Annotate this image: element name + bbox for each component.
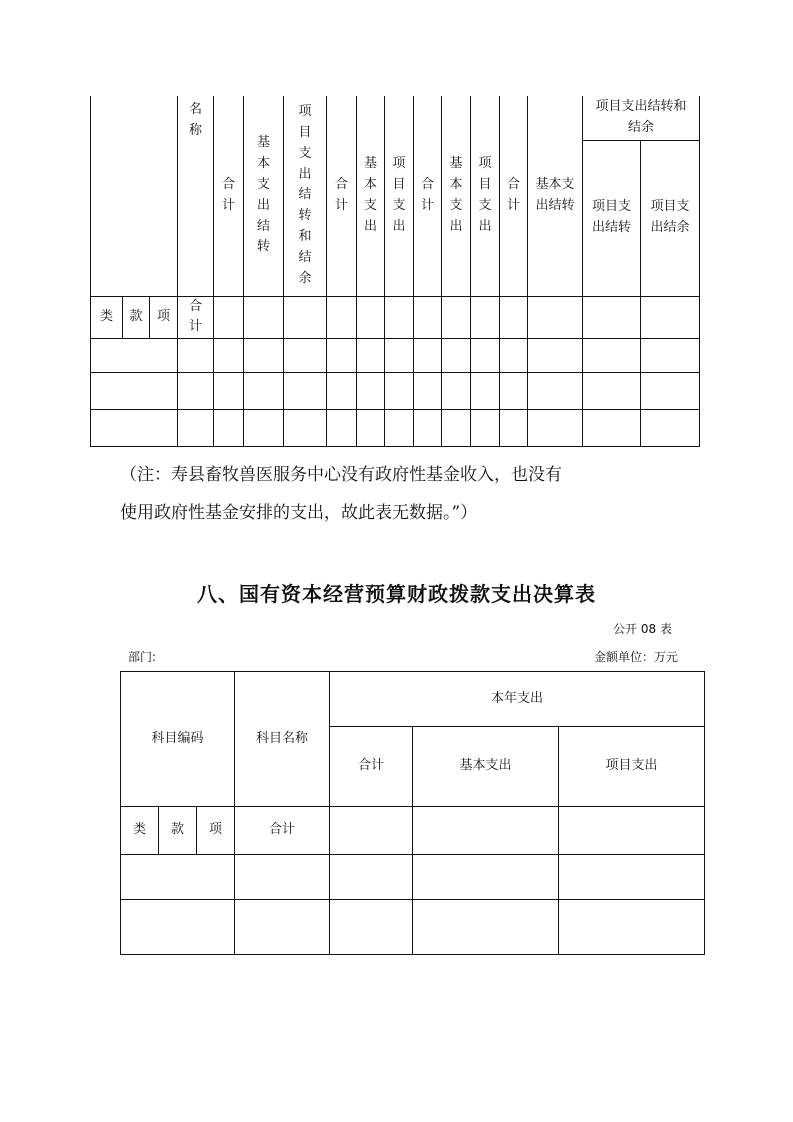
- basic-carry-header: 基本支出结转: [244, 96, 284, 296]
- table-row: [121, 855, 705, 900]
- basic-header-3: 基本支出: [442, 96, 471, 296]
- project-header-3: 项目支出: [471, 96, 500, 296]
- project-carry-balance-header: 项目支出结转和结余: [284, 96, 327, 296]
- xiang-cell: 项: [150, 296, 178, 339]
- kuan-cell: 款: [159, 807, 197, 855]
- state-capital-expense-table: [120, 671, 705, 955]
- total-cell: 合计: [178, 296, 214, 339]
- basic-header-2: 基本支出: [357, 96, 385, 296]
- carry-balance-group-header: 项目支出结转和结余: [583, 96, 700, 140]
- code-row: [121, 807, 705, 855]
- fund-expense-table: [90, 96, 700, 447]
- table-row: [91, 410, 700, 447]
- project-balance-header-4: 项目支出结余: [641, 140, 700, 296]
- total-header-2: 合计: [327, 96, 357, 296]
- note-line-1: （注：寿县畜牧兽医服务中心没有政府性基金收入，也没有: [120, 465, 562, 485]
- section-title: 八、国有资本经营预算财政拨款支出决算表: [197, 582, 596, 606]
- unit-label: 金额单位：万元: [593, 650, 678, 664]
- department-label: 部门:: [128, 650, 157, 664]
- name-header-cell: 名称: [178, 96, 214, 296]
- lei-cell: 类: [121, 807, 159, 855]
- table-row: [91, 373, 700, 410]
- subject-name-header: 科目名称: [235, 672, 330, 807]
- kuan-cell: 款: [123, 296, 150, 339]
- basic-expense-header: 基本支出: [413, 727, 559, 807]
- project-carry-header-4: 项目支出结转: [583, 140, 641, 296]
- note: [120, 456, 720, 532]
- total-header-3: 合计: [414, 96, 442, 296]
- form-number: 公开 08 表: [613, 622, 672, 636]
- project-expense-header: 项目支出: [559, 727, 705, 807]
- current-year-expense-header: 本年支出: [330, 672, 705, 727]
- xiang-cell: 项: [197, 807, 235, 855]
- table-row: [91, 339, 700, 373]
- project-header-2: 项目支出: [385, 96, 414, 296]
- subject-code-header: 科目编码: [121, 672, 235, 807]
- basic-carry-header-4: 基本支出结转: [528, 96, 583, 296]
- lei-cell: 类: [91, 296, 123, 339]
- total-header: 合计: [330, 727, 413, 807]
- blank-header-cell: [91, 96, 178, 296]
- note-line-2: 使用政府性基金安排的支出，故此表无数据。”）: [120, 503, 478, 523]
- total-header-4: 合计: [500, 96, 528, 296]
- code-row: [91, 296, 700, 339]
- table-row: [121, 900, 705, 955]
- total-header-1: 合计: [214, 96, 244, 296]
- row-total-cell: 合计: [235, 807, 330, 855]
